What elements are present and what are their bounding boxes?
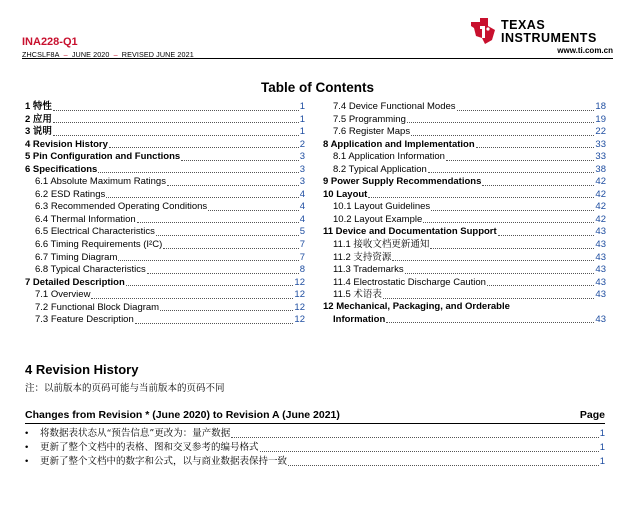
dot-leader bbox=[156, 235, 299, 236]
toc-page-link[interactable]: 42 bbox=[595, 188, 606, 200]
toc-entry[interactable] bbox=[323, 314, 606, 327]
dot-leader bbox=[260, 451, 599, 452]
dot-leader bbox=[109, 147, 299, 148]
toc-entry[interactable] bbox=[323, 302, 606, 314]
change-item bbox=[25, 427, 605, 441]
change-item bbox=[25, 455, 605, 469]
dot-leader bbox=[407, 122, 595, 123]
toc-entry-title: 7.3 Feature Description bbox=[35, 314, 134, 326]
toc-page-link[interactable]: 5 bbox=[299, 226, 305, 238]
toc-entry[interactable] bbox=[323, 126, 606, 139]
dot-leader bbox=[181, 160, 299, 161]
toc-entry-title: 11.2 支持资源 bbox=[333, 251, 392, 263]
bullet-icon: • bbox=[25, 456, 29, 467]
toc-entry[interactable] bbox=[323, 239, 606, 252]
change-text: 更新了整个文档中的表格、图和交叉参考的编号格式 bbox=[40, 442, 259, 453]
dot-leader bbox=[163, 248, 298, 249]
toc-page-link[interactable]: 43 bbox=[595, 313, 606, 325]
toc-entry[interactable] bbox=[25, 114, 305, 127]
change-item bbox=[25, 441, 605, 455]
toc-entry[interactable] bbox=[25, 126, 305, 139]
toc-page-link[interactable]: 3 bbox=[299, 176, 305, 188]
toc-page-link[interactable]: 2 bbox=[299, 138, 305, 150]
dot-leader bbox=[476, 147, 595, 148]
toc-entry-title: 6.7 Timing Diagram bbox=[35, 251, 118, 263]
toc-entry[interactable] bbox=[25, 277, 305, 290]
toc-entry-title: 7.2 Functional Block Diagram bbox=[35, 301, 160, 313]
toc-page-link[interactable]: 43 bbox=[595, 276, 606, 288]
toc-entry[interactable] bbox=[323, 201, 606, 214]
toc-entry[interactable] bbox=[25, 289, 305, 302]
toc-page-link[interactable]: 3 bbox=[299, 151, 305, 163]
dot-leader bbox=[208, 210, 299, 211]
dot-leader bbox=[487, 285, 594, 286]
toc-entry-title: 12 Mechanical, Packaging, and Orderable bbox=[323, 301, 510, 313]
toc-entry-title: 11.5 术语表 bbox=[333, 289, 382, 301]
toc-left-column bbox=[25, 101, 305, 327]
dot-leader bbox=[137, 222, 299, 223]
toc-entry[interactable] bbox=[25, 189, 305, 202]
changes-header bbox=[25, 409, 605, 424]
toc-entry[interactable] bbox=[323, 101, 606, 114]
toc-entry-title: 7.6 Register Maps bbox=[333, 126, 411, 138]
toc-page-link[interactable]: 43 bbox=[595, 251, 606, 263]
part-number: INA228-Q1 bbox=[22, 36, 78, 48]
toc-page-link[interactable]: 12 bbox=[294, 314, 305, 326]
toc-page-link[interactable]: 42 bbox=[595, 201, 606, 213]
toc-entry-title: 3 说明 bbox=[25, 126, 52, 138]
toc-entry[interactable] bbox=[323, 214, 606, 227]
dot-leader bbox=[482, 185, 594, 186]
dot-leader bbox=[392, 260, 594, 261]
toc-entry-title: 2 应用 bbox=[25, 113, 52, 125]
brand-line-1: TEXAS bbox=[501, 18, 546, 32]
toc-page-link[interactable]: 12 bbox=[294, 289, 305, 301]
doc-id: ZHCSLF8A bbox=[22, 50, 60, 59]
toc-entry-title: 8.1 Application Information bbox=[333, 151, 445, 163]
toc-entry-title: 11.1 接收文档更新通知 bbox=[333, 239, 430, 251]
toc-entry[interactable] bbox=[25, 101, 305, 114]
toc-entry-title: 7.4 Device Functional Modes bbox=[333, 101, 456, 112]
dot-leader bbox=[428, 172, 595, 173]
toc-entry-title: 11.4 Electrostatic Discharge Caution bbox=[333, 276, 486, 288]
toc-page-link[interactable]: 43 bbox=[595, 239, 606, 251]
toc-entry[interactable] bbox=[25, 176, 305, 189]
revision-note: 注：以前版本的页码可能与当前版本的页码不同 bbox=[25, 383, 225, 394]
toc-page-link[interactable]: 42 bbox=[595, 213, 606, 225]
toc-entry-title: 5 Pin Configuration and Functions bbox=[25, 151, 181, 163]
separator-icon: – bbox=[61, 50, 70, 59]
dot-leader bbox=[118, 260, 298, 261]
toc-page-link[interactable]: 43 bbox=[595, 264, 606, 276]
toc-entry-title: 9 Power Supply Recommendations bbox=[323, 176, 482, 188]
toc-entry-title: 10.1 Layout Guidelines bbox=[333, 201, 431, 213]
toc-entry-title: 8 Application and Implementation bbox=[323, 138, 475, 150]
toc-entry[interactable] bbox=[25, 314, 305, 327]
toc-entry[interactable] bbox=[323, 151, 606, 164]
dot-leader bbox=[231, 437, 598, 438]
toc-entry[interactable] bbox=[323, 189, 606, 202]
document-header-info bbox=[22, 36, 194, 59]
dot-leader bbox=[160, 310, 293, 311]
dot-leader bbox=[98, 172, 298, 173]
change-page-link[interactable]: 1 bbox=[599, 456, 605, 467]
toc-entry-title: 6.3 Recommended Operating Conditions bbox=[35, 201, 208, 213]
dot-leader bbox=[405, 273, 595, 274]
toc-entry[interactable] bbox=[323, 277, 606, 290]
toc-page-link[interactable]: 12 bbox=[294, 276, 305, 288]
toc-entry[interactable] bbox=[25, 239, 305, 252]
toc-entry[interactable] bbox=[25, 139, 305, 152]
dot-leader bbox=[135, 323, 294, 324]
toc-entry[interactable] bbox=[25, 252, 305, 265]
toc-entry-title: 7.1 Overview bbox=[35, 289, 91, 301]
toc-entry[interactable] bbox=[25, 151, 305, 164]
toc-entry[interactable] bbox=[323, 252, 606, 265]
dot-leader bbox=[423, 222, 594, 223]
toc-entry[interactable] bbox=[323, 114, 606, 127]
dot-leader bbox=[446, 160, 594, 161]
toc-entry[interactable] bbox=[323, 176, 606, 189]
dot-leader bbox=[91, 298, 293, 299]
toc-entry-title: 11 Device and Documentation Support bbox=[323, 226, 497, 238]
toc-entry[interactable] bbox=[25, 164, 305, 177]
page-column-label: Page bbox=[579, 409, 605, 421]
toc-entry-title: 10 Layout bbox=[323, 188, 368, 200]
separator-icon: – bbox=[111, 50, 120, 59]
dot-leader bbox=[147, 273, 299, 274]
toc-entry-title: 6.4 Thermal Information bbox=[35, 213, 136, 225]
toc-entry-title: 6 Specifications bbox=[25, 163, 98, 175]
change-text: 更新了整个文档中的数字和公式，以与商业数据表保持一致 bbox=[40, 456, 288, 467]
change-page-link[interactable]: 1 bbox=[599, 442, 605, 453]
dot-leader bbox=[386, 322, 594, 323]
toc-entry[interactable] bbox=[323, 289, 606, 302]
toc-entry-title: 4 Revision History bbox=[25, 138, 108, 150]
ti-logo-icon bbox=[468, 16, 498, 46]
toc-entry[interactable] bbox=[25, 302, 305, 315]
toc-page-link[interactable]: 12 bbox=[294, 301, 305, 313]
revision-history-heading: 4 Revision History bbox=[25, 362, 139, 377]
toc-page-link[interactable]: 1 bbox=[299, 101, 305, 112]
toc-entry-title: 6.5 Electrical Characteristics bbox=[35, 226, 155, 238]
dot-leader bbox=[430, 248, 594, 249]
dot-leader bbox=[53, 122, 299, 123]
dot-leader bbox=[431, 210, 594, 211]
bullet-icon: • bbox=[25, 442, 29, 453]
toc-page-link[interactable]: 7 bbox=[299, 251, 305, 263]
toc-page-link[interactable]: 33 bbox=[595, 151, 606, 163]
toc-entry[interactable] bbox=[25, 214, 305, 227]
dot-leader bbox=[126, 285, 294, 286]
brand-line-2: INSTRUMENTS bbox=[501, 31, 597, 45]
toc-page-link[interactable]: 8 bbox=[299, 264, 305, 276]
doc-date: JUNE 2020 bbox=[71, 50, 110, 59]
toc-entry[interactable] bbox=[323, 226, 606, 239]
toc-entry-title: 6.6 Timing Requirements (I²C) bbox=[35, 239, 163, 251]
toc-page-link[interactable]: 18 bbox=[595, 101, 606, 112]
toc-entry-title: 6.1 Absolute Maximum Ratings bbox=[35, 176, 166, 188]
changes-list bbox=[25, 427, 605, 469]
toc-page-link[interactable]: 7 bbox=[299, 239, 305, 251]
toc-right-column bbox=[323, 101, 606, 326]
dot-leader bbox=[288, 465, 599, 466]
dot-leader bbox=[53, 135, 299, 136]
toc-page-link[interactable]: 42 bbox=[595, 176, 606, 188]
toc-entry[interactable] bbox=[323, 164, 606, 177]
toc-page-link[interactable]: 1 bbox=[299, 113, 305, 125]
changes-title: Changes from Revision * (June 2020) to Revision A (June 2021) bbox=[25, 409, 340, 421]
toc-entry-title: 11.3 Trademarks bbox=[333, 264, 404, 276]
toc-page-link[interactable]: 4 bbox=[299, 201, 305, 213]
toc-page-link[interactable]: 4 bbox=[299, 188, 305, 200]
change-page-link[interactable]: 1 bbox=[599, 428, 605, 439]
dot-leader bbox=[53, 110, 299, 111]
toc-entry-title: 6.2 ESD Ratings bbox=[35, 188, 106, 200]
toc-entry[interactable] bbox=[25, 264, 305, 277]
toc-page-link[interactable]: 43 bbox=[595, 289, 606, 301]
dot-leader bbox=[411, 135, 594, 136]
toc-entry-title: 6.8 Typical Characteristics bbox=[35, 264, 146, 276]
toc-entry-title: 1 特性 bbox=[25, 101, 52, 112]
website-link[interactable]: www.ti.com.cn bbox=[557, 46, 613, 55]
dot-leader bbox=[167, 185, 299, 186]
toc-entry-title: 10.2 Layout Example bbox=[333, 213, 423, 225]
toc-page-link[interactable]: 33 bbox=[595, 138, 606, 150]
toc-entry-title: 8.2 Typical Application bbox=[333, 163, 427, 175]
toc-page-link[interactable]: 1 bbox=[299, 126, 305, 138]
toc-page-link[interactable]: 19 bbox=[595, 113, 606, 125]
toc-entry-title: 7.5 Programming bbox=[333, 113, 406, 125]
bullet-icon: • bbox=[25, 428, 29, 439]
toc-entry[interactable] bbox=[323, 264, 606, 277]
toc-title: Table of Contents bbox=[261, 80, 374, 95]
toc-entry[interactable] bbox=[323, 139, 606, 152]
dot-leader bbox=[383, 298, 594, 299]
dot-leader bbox=[106, 197, 298, 198]
toc-page-link[interactable]: 38 bbox=[595, 163, 606, 175]
dot-leader bbox=[457, 110, 595, 111]
header-divider bbox=[22, 58, 613, 59]
dot-leader bbox=[498, 235, 595, 236]
change-text: 将数据表状态从“预告信息”更改为：量产数据 bbox=[40, 428, 231, 439]
toc-entry[interactable] bbox=[25, 201, 305, 214]
toc-entry[interactable] bbox=[25, 226, 305, 239]
dot-leader bbox=[368, 197, 594, 198]
toc-entry-title: Information bbox=[333, 313, 386, 325]
toc-page-link[interactable]: 3 bbox=[299, 163, 305, 175]
doc-revised: REVISED JUNE 2021 bbox=[121, 50, 194, 59]
toc-page-link[interactable]: 43 bbox=[595, 226, 606, 238]
toc-page-link[interactable]: 22 bbox=[595, 126, 606, 138]
toc-entry-title: 7 Detailed Description bbox=[25, 276, 125, 288]
toc-page-link[interactable]: 4 bbox=[299, 213, 305, 225]
